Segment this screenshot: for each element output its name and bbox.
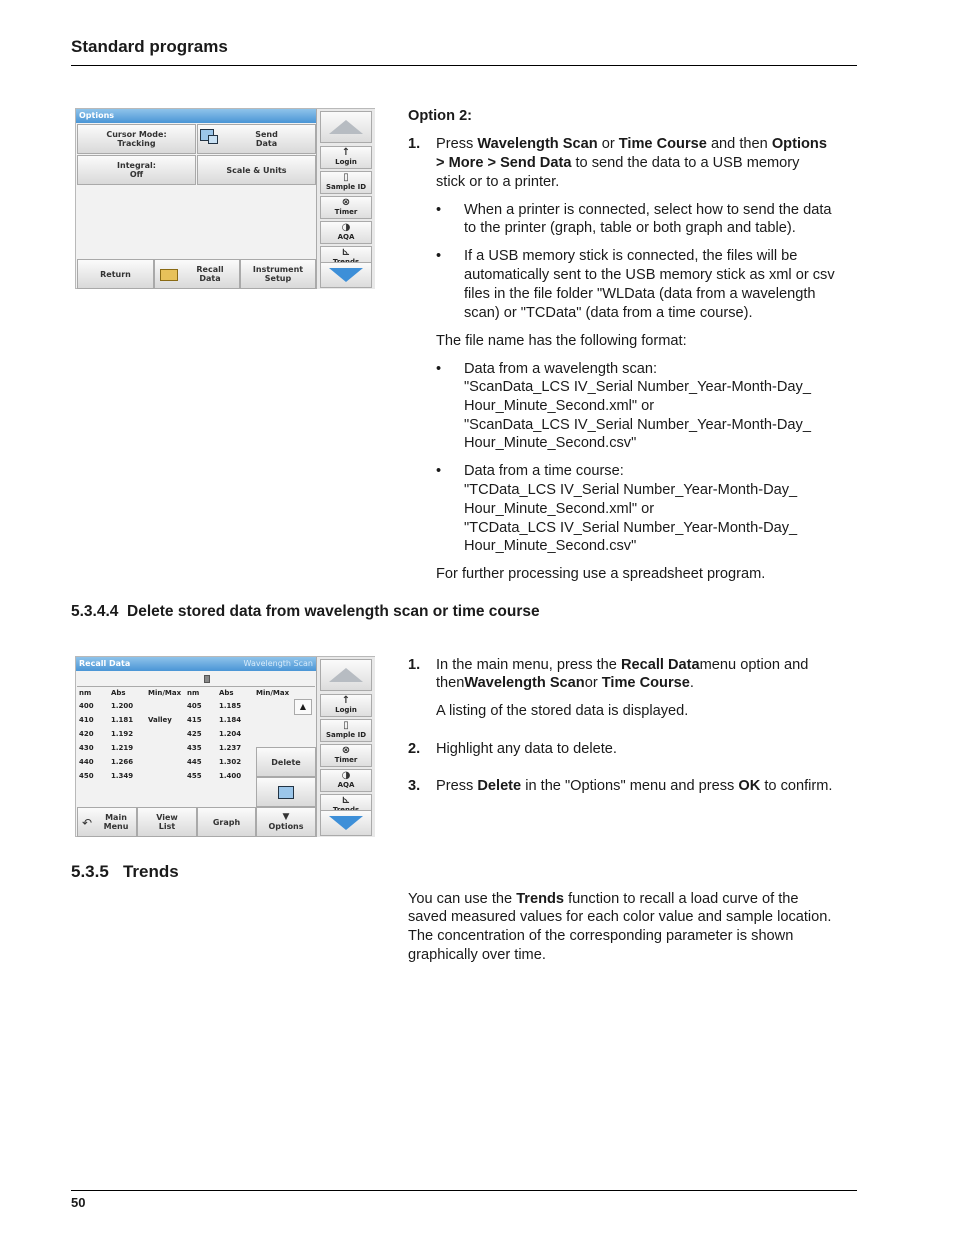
aqa-icon: ◑ <box>341 770 351 781</box>
table-scroll-up-button[interactable] <box>294 699 312 715</box>
table-cell[interactable]: 1.181 <box>111 716 134 724</box>
text-bold-run: Trends <box>516 891 565 907</box>
bullet-marker: • <box>436 361 442 377</box>
table-cell[interactable]: 420 <box>79 730 94 738</box>
aqa-button[interactable] <box>320 769 372 792</box>
option2-step1-line3: stick or to a printer. <box>436 174 560 190</box>
text-bold-run: Options <box>771 136 827 152</box>
text-run: and then <box>706 136 772 152</box>
network-icon-secondary <box>208 135 218 144</box>
options-sidebar <box>316 109 375 289</box>
trend-chart-icon: ⊾ <box>341 247 351 258</box>
option2-step1-line1 <box>436 135 827 154</box>
option2-step1-number: 1. <box>408 136 421 152</box>
aqa-button[interactable] <box>320 221 372 244</box>
bullet4-line2: "TCData_LCS IV_Serial Number_Year-Month-Day_ <box>464 482 798 498</box>
bullet3-line4: "ScanData_LCS IV_Serial Number_Year-Month-Day_ <box>464 417 811 433</box>
triangle-up-icon: ▲ <box>299 702 307 711</box>
text-run: or <box>597 136 619 152</box>
table-cell[interactable]: 1.237 <box>219 744 242 752</box>
recall-title: Recall Data <box>79 659 131 668</box>
sample-id-button[interactable] <box>320 171 372 194</box>
timer-label: Timer <box>334 756 358 764</box>
table-cell[interactable]: 1.185 <box>219 702 242 710</box>
delete-step2-text: Highlight any data to delete. <box>436 741 617 757</box>
table-cell[interactable]: 1.302 <box>219 758 242 766</box>
bullet1-line2: to the printer (graph, table or both graph and table). <box>464 220 796 236</box>
bullet-marker: • <box>436 248 442 264</box>
login-label: Login <box>335 158 357 166</box>
bullet4-line5: Hour_Minute_Second.csv" <box>464 538 637 554</box>
bullet-marker: • <box>436 202 442 218</box>
section-5344-heading: 5.3.4.4 Delete stored data from wavelength scan or time course <box>71 603 540 620</box>
login-label: Login <box>335 706 357 714</box>
text-bold-run: Recall Data <box>620 657 700 673</box>
back-arrow-icon: ↶ <box>82 816 93 830</box>
trends-line1 <box>408 890 799 909</box>
table-cell[interactable]: 1.266 <box>111 758 134 766</box>
text-run: Press <box>436 136 478 152</box>
bullet2-line4: scan) or "TCData" (data from a time course). <box>464 305 753 321</box>
recall-titlebar <box>76 657 316 671</box>
bullet3-line5: Hour_Minute_Second.csv" <box>464 435 637 451</box>
trends-line2: saved measured values for each color value and sample location. <box>408 909 832 925</box>
text-run: Press <box>436 778 478 794</box>
delete-step1-number: 1. <box>408 657 421 673</box>
delete-button[interactable]: Delete <box>256 747 316 777</box>
col-header-minmax: Min/Max <box>256 689 290 697</box>
sample-id-label: Sample ID <box>325 183 367 191</box>
login-button[interactable] <box>320 146 372 169</box>
bullet3-line1: Data from a wavelength scan: <box>464 361 658 377</box>
text-run: or <box>584 675 602 691</box>
options-button[interactable] <box>256 807 316 837</box>
section-535-heading: 5.3.5 Trends <box>71 862 179 881</box>
timer-label: Timer <box>334 208 358 216</box>
col-header-abs: Abs <box>111 689 126 697</box>
col-header-nm: nm <box>79 689 92 697</box>
col-header-abs: Abs <box>219 689 234 697</box>
trash-icon <box>204 675 210 683</box>
table-cell[interactable]: 450 <box>79 772 94 780</box>
table-cell[interactable]: 400 <box>79 702 94 710</box>
folder-icon <box>160 269 178 281</box>
bullet2-line3: files in the file folder "WLData (data from a wavelength <box>464 286 816 302</box>
login-button[interactable] <box>320 694 372 717</box>
recall-sidebar <box>316 657 375 837</box>
cursor-mode-button[interactable]: Cursor Mode: Tracking <box>77 124 196 154</box>
sample-id-button[interactable] <box>320 719 372 742</box>
timer-button[interactable] <box>320 196 372 219</box>
text-bold-run: Time Course <box>601 675 690 691</box>
recall-data-label: Recall Data <box>196 265 224 283</box>
graph-button[interactable]: Graph <box>197 807 256 837</box>
table-cell[interactable]: 410 <box>79 716 94 724</box>
table-cell[interactable]: 405 <box>187 702 202 710</box>
scroll-up-button[interactable] <box>320 111 372 143</box>
trend-chart-icon: ⊾ <box>341 795 351 806</box>
footer-rule <box>71 1190 857 1191</box>
text-bold-run: Delete <box>477 778 522 794</box>
scale-units-button[interactable]: Scale & Units <box>197 155 316 185</box>
col-header-minmax: Min/Max <box>148 689 182 697</box>
view-list-button[interactable]: View List <box>137 807 197 837</box>
bullet3-line2: "ScanData_LCS IV_Serial Number_Year-Month-Day_ <box>464 379 811 395</box>
text-run: In the main menu, press the <box>436 657 621 673</box>
arrow-up-icon: ↑ <box>341 147 351 158</box>
table-cell[interactable]: 445 <box>187 758 202 766</box>
table-cell[interactable]: 1.200 <box>111 702 134 710</box>
bullet2-line1: If a USB memory stick is connected, the files will be <box>464 248 798 264</box>
network-icon <box>278 786 294 799</box>
return-button[interactable]: Return <box>77 259 154 289</box>
table-cell[interactable]: 1.349 <box>111 772 134 780</box>
col-header-nm: nm <box>187 689 200 697</box>
text-run: You can use the <box>408 891 517 907</box>
text-run: function to recall a load curve of the <box>564 891 799 907</box>
table-cell[interactable]: 425 <box>187 730 202 738</box>
trends-line4: graphically over time. <box>408 947 546 963</box>
recall-subtitle: Wavelength Scan <box>243 659 313 668</box>
options-screenshot <box>75 108 375 289</box>
page-number: 50 <box>71 1195 86 1210</box>
text-run: . <box>689 675 694 691</box>
vial-icon: ▯ <box>343 172 349 183</box>
triangle-down-icon: ▼ <box>282 812 290 822</box>
table-cell[interactable]: 415 <box>187 716 202 724</box>
text-run: to send the data to a USB memory <box>571 155 800 171</box>
table-cell[interactable]: 440 <box>79 758 94 766</box>
delete-step1-line1 <box>436 656 808 675</box>
arrow-up-icon: ↑ <box>341 695 351 706</box>
delete-step1-note: A listing of the stored data is displayed. <box>436 703 689 719</box>
table-cell[interactable]: 1.192 <box>111 730 134 738</box>
delete-step3-text <box>436 777 832 796</box>
table-cell[interactable]: 1.184 <box>219 716 242 724</box>
delete-step2-number: 2. <box>408 741 421 757</box>
timer-icon: ⊗ <box>341 745 351 756</box>
bullet1-line1: When a printer is connected, select how to send the data <box>464 202 832 218</box>
option2-step1-line2 <box>436 154 799 173</box>
recall-data-screenshot <box>75 656 375 837</box>
timer-button[interactable] <box>320 744 372 767</box>
instrument-setup-button[interactable]: Instrument Setup <box>240 259 316 289</box>
text-bold-run: Wavelength Scan <box>477 136 598 152</box>
bullet4-line3: Hour_Minute_Second.xml" or <box>464 501 655 517</box>
send-data-button[interactable] <box>256 777 316 807</box>
option2-heading: Option 2: <box>408 108 473 124</box>
table-cell-minmax[interactable]: Valley <box>148 716 172 724</box>
integral-button[interactable]: Integral: Off <box>77 155 196 185</box>
scroll-down-button[interactable] <box>320 810 372 836</box>
text-bold-run: Time Course <box>618 136 707 152</box>
text-run: menu option and <box>699 657 809 673</box>
text-bold-run: > More > Send Data <box>436 155 572 171</box>
bullet3-line3: Hour_Minute_Second.xml" or <box>464 398 655 414</box>
table-cell[interactable]: 1.219 <box>111 744 134 752</box>
bullet-marker: • <box>436 463 442 479</box>
delete-step3-number: 3. <box>408 778 421 794</box>
sample-id-label: Sample ID <box>325 731 367 739</box>
send-data-label: Send Data <box>255 130 278 148</box>
vial-icon: ▯ <box>343 720 349 731</box>
table-cell[interactable]: 435 <box>187 744 202 752</box>
table-cell[interactable]: 455 <box>187 772 202 780</box>
scroll-up-button[interactable] <box>320 659 372 691</box>
text-bold-run: OK <box>738 778 761 794</box>
bullet4-line1: Data from a time course: <box>464 463 624 479</box>
table-cell[interactable]: 1.204 <box>219 730 242 738</box>
text-run: in the "Options" menu and press <box>521 778 739 794</box>
further-processing-text: For further processing use a spreadsheet program. <box>436 566 766 582</box>
timer-icon: ⊗ <box>341 197 351 208</box>
table-cell[interactable]: 430 <box>79 744 94 752</box>
options-titlebar: Options <box>76 109 316 123</box>
page-header-title: Standard programs <box>71 37 228 56</box>
aqa-label: AQA <box>337 233 355 241</box>
text-run: to confirm. <box>760 778 833 794</box>
table-cell[interactable]: 1.400 <box>219 772 242 780</box>
bullet4-line4: "TCData_LCS IV_Serial Number_Year-Month-Day_ <box>464 520 798 536</box>
scroll-down-button[interactable] <box>320 262 372 288</box>
text-bold-run: Wavelength Scan <box>464 675 585 691</box>
options-label: Options <box>268 822 304 831</box>
aqa-icon: ◑ <box>341 222 351 233</box>
text-run: then <box>436 675 465 691</box>
main-menu-label: Main Menu <box>103 813 129 831</box>
trends-line3: The concentration of the corresponding parameter is shown <box>408 928 794 944</box>
delete-step1-line2 <box>436 674 694 693</box>
bullet2-line2: automatically sent to the USB memory stick as xml or csv <box>464 267 835 283</box>
aqa-label: AQA <box>337 781 355 789</box>
header-rule <box>71 65 857 66</box>
file-format-text: The file name has the following format: <box>436 333 687 349</box>
